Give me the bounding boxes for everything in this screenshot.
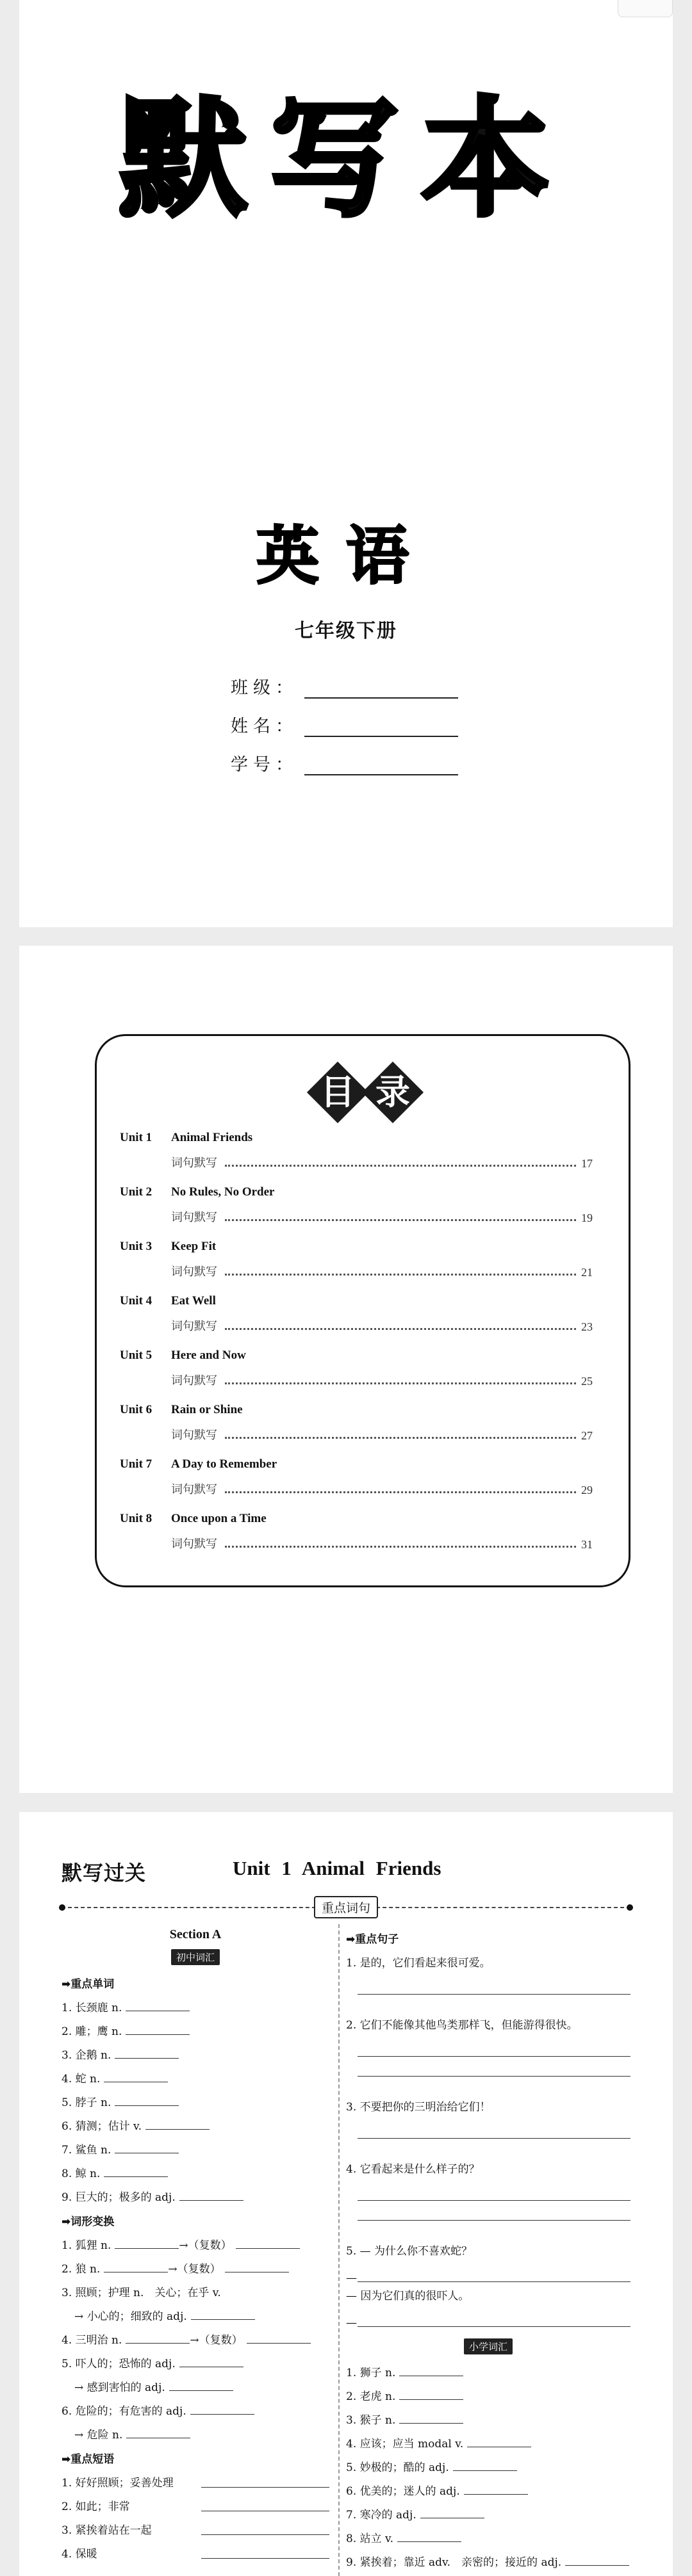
toc-unit-title: A Day to Remember	[171, 1457, 277, 1471]
word-item	[62, 2115, 329, 2139]
toc-heading	[97, 1062, 629, 1126]
answer-blank[interactable]	[420, 2505, 484, 2518]
toc-unit-title: Rain or Shine	[171, 1403, 243, 1416]
answer-blank[interactable]	[201, 2522, 329, 2535]
phrase-prompt: 3. 紧挨着站在一起	[62, 2524, 152, 2537]
class-field	[231, 674, 458, 699]
phrase-prompt: 2. 如此；非常	[62, 2500, 130, 2513]
answer-blank[interactable]	[126, 2425, 190, 2438]
word-prompt: 3. 企鹅 n.	[62, 2049, 111, 2062]
form-item	[62, 2305, 329, 2329]
primary-word-item	[346, 2409, 630, 2433]
worksheet-page	[19, 1812, 673, 2576]
sentence-prompt: 1. 是的，它们看起来很可爱。	[346, 1957, 491, 1970]
worksheet-label: 默写过关	[62, 1861, 147, 1885]
answer-line[interactable]	[358, 2181, 630, 2201]
primary-word-prompt: 7. 寒冷的 adj.	[346, 2509, 416, 2522]
answer-blank[interactable]	[104, 2069, 168, 2082]
word-item	[62, 2068, 329, 2091]
form-item	[62, 2329, 329, 2353]
dialog-question: 5. — 为什么你不喜欢蛇？	[346, 2245, 473, 2258]
band-dot-left	[59, 1904, 65, 1911]
form-plural-label: →（复数）	[190, 2334, 243, 2347]
form-prompt: → 危险 n.	[74, 2429, 123, 2442]
answer-blank[interactable]	[399, 2386, 463, 2400]
toc-page	[19, 946, 673, 1793]
worksheet-unit-title: Unit 1 Animal Friends	[233, 1857, 441, 1879]
toc-page-number: 27	[581, 1429, 593, 1442]
column-divider	[338, 1924, 340, 2576]
student-no-line	[304, 757, 458, 775]
sentence-prompt: 2. 它们不能像其他鸟类那样飞，但能游得很快。	[346, 2019, 578, 2032]
dialog-answer-line: —	[346, 2263, 630, 2285]
toc-subentry	[171, 1535, 593, 1551]
answer-blank[interactable]	[565, 2552, 629, 2566]
toc-list	[120, 1131, 593, 1566]
toc-entry[interactable]	[120, 1457, 593, 1512]
answer-blank[interactable]	[115, 2045, 179, 2059]
phrases-list	[62, 2472, 329, 2566]
answer-blank[interactable]	[169, 2378, 233, 2391]
form-item	[62, 2258, 329, 2281]
form-prompt: → 感到害怕的 adj.	[74, 2381, 165, 2394]
form-prompt: 5. 吓人的；恐怖的 adj.	[62, 2358, 176, 2370]
toc-leader-dots	[225, 1273, 576, 1276]
toc-subentry	[171, 1372, 593, 1388]
subject-title: 英语	[256, 519, 436, 593]
primary-word-prompt: 8. 站立 v.	[346, 2532, 394, 2545]
answer-blank[interactable]	[179, 2187, 243, 2201]
primary-word-prompt: 3. 猴子 n.	[346, 2414, 396, 2427]
primary-word-prompt: 6. 优美的；迷人的 adj.	[346, 2485, 460, 2498]
form-plural-label: →（复数）	[168, 2263, 221, 2276]
toc-unit-number: Unit 7	[120, 1457, 152, 1471]
word-item	[62, 2162, 329, 2186]
toc-subentry-label: 词句默写	[171, 1374, 217, 1388]
primary-word-item	[346, 2504, 630, 2527]
toc-page-number: 29	[581, 1484, 593, 1496]
toc-page-number: 23	[581, 1320, 593, 1333]
band-tag: 重点词句	[314, 1896, 378, 1918]
toc-leader-dots	[225, 1545, 576, 1548]
word-prompt: 7. 鲨鱼 n.	[62, 2144, 111, 2157]
toc-subentry-label: 词句默写	[171, 1483, 217, 1496]
word-prompt: 5. 脖子 n.	[62, 2096, 111, 2109]
toc-unit-title: Here and Now	[171, 1349, 246, 1362]
answer-line[interactable]	[358, 2057, 630, 2077]
section-tag: 初中词汇	[171, 1949, 220, 1965]
answer-line[interactable]	[358, 2037, 630, 2057]
spacer	[346, 2077, 630, 2096]
toc-entry[interactable]	[120, 1240, 593, 1294]
toc-heading-char-2: 录	[375, 1072, 410, 1112]
phrase-item	[62, 2519, 329, 2543]
toc-entry[interactable]	[120, 1403, 593, 1457]
primary-word-prompt: 9. 紧挨着；靠近 adv. 亲密的；接近的 adj.	[346, 2556, 562, 2569]
left-column	[62, 1927, 329, 2566]
answer-blank[interactable]	[399, 2410, 463, 2424]
toc-subentry	[171, 1263, 593, 1279]
toc-unit-number: Unit 5	[120, 1349, 152, 1362]
phrase-prompt: 4. 保暖	[62, 2548, 97, 2561]
toc-subentry-label: 词句默写	[171, 1429, 217, 1442]
sentence-prompt: 3. 不要把你的三明治给它们！	[346, 2101, 491, 2114]
toc-unit-number: Unit 3	[120, 1240, 152, 1253]
spacer	[346, 2139, 630, 2158]
phrase-item	[62, 2495, 329, 2519]
primary-list	[346, 2361, 630, 2575]
phrase-item	[62, 2472, 329, 2495]
toc-page-number: 25	[581, 1375, 593, 1388]
toc-unit-number: Unit 6	[120, 1403, 152, 1416]
forms-list	[62, 2234, 329, 2447]
sentence-item	[346, 2158, 630, 2240]
toc-entry[interactable]	[120, 1349, 593, 1403]
student-no-field	[231, 750, 458, 775]
word-prompt: 6. 猜测；估计 v.	[62, 2120, 142, 2133]
primary-word-item	[346, 2480, 630, 2504]
answer-blank[interactable]	[126, 2021, 190, 2035]
sentences-list	[346, 1952, 630, 2240]
forms-heading: ➡词形变换	[62, 2216, 115, 2228]
toc-subentry	[171, 1480, 593, 1497]
answer-blank[interactable]	[104, 2164, 168, 2177]
toc-unit-number: Unit 8	[120, 1512, 152, 1525]
name-label: 姓名：	[231, 717, 298, 736]
form-item	[62, 2424, 329, 2447]
primary-word-item	[346, 2385, 630, 2409]
toc-entry[interactable]	[120, 1512, 593, 1566]
answer-blank[interactable]	[201, 2498, 329, 2511]
primary-word-prompt: 2. 老虎 n.	[346, 2390, 396, 2403]
sentence-prompt: 4. 它看起来是什么样子的？	[346, 2163, 480, 2176]
toc-heading-char-1: 目	[320, 1072, 355, 1112]
corner-button[interactable]	[618, 0, 673, 17]
toc-unit-title: Eat Well	[171, 1294, 216, 1308]
answer-blank[interactable]	[236, 2235, 300, 2249]
section-title: Section A	[169, 1927, 222, 1941]
answer-line[interactable]	[358, 2201, 630, 2221]
dialog-sentence	[346, 2240, 630, 2329]
answer-blank[interactable]	[247, 2330, 311, 2344]
word-item	[62, 2186, 329, 2210]
word-item	[62, 2020, 329, 2044]
grade-label: 七年级下册	[295, 620, 397, 642]
answer-line[interactable]	[358, 2119, 630, 2139]
toc-subentry	[171, 1317, 593, 1334]
toc-leader-dots	[225, 1219, 576, 1221]
form-prompt: 4. 三明治 n.	[62, 2334, 122, 2347]
name-line	[304, 719, 458, 737]
answer-line[interactable]	[358, 1975, 630, 1995]
primary-word-prompt: 4. 应该；应当 modal v.	[346, 2438, 464, 2450]
toc-entry[interactable]	[120, 1185, 593, 1240]
toc-unit-title: No Rules, No Order	[171, 1185, 275, 1199]
name-field	[231, 712, 458, 737]
class-label: 班级：	[231, 678, 298, 698]
word-item	[62, 2091, 329, 2115]
form-item	[62, 2234, 329, 2258]
answer-blank[interactable]	[145, 2116, 210, 2130]
toc-subentry	[171, 1154, 593, 1171]
answer-blank[interactable]	[464, 2481, 528, 2495]
form-item	[62, 2376, 329, 2400]
toc-unit-number: Unit 2	[120, 1185, 152, 1199]
phrase-item	[62, 2543, 329, 2566]
toc-subentry-label: 词句默写	[171, 1211, 217, 1224]
primary-word-item	[346, 2527, 630, 2551]
sentences-heading: ➡重点句子	[346, 1933, 399, 1946]
word-item	[62, 1997, 329, 2020]
toc-subentry	[171, 1208, 593, 1225]
section-band	[62, 1901, 630, 1915]
answer-blank[interactable]	[453, 2458, 517, 2471]
form-plural-label: →（复数）	[179, 2239, 232, 2252]
answer-blank[interactable]	[397, 2529, 461, 2542]
class-line	[304, 681, 458, 699]
sentence-item	[346, 2014, 630, 2096]
toc-page-number: 21	[581, 1266, 593, 1279]
answer-blank[interactable]	[191, 2306, 255, 2320]
answer-blank[interactable]	[115, 2093, 179, 2106]
toc-subentry-label: 词句默写	[171, 1156, 217, 1170]
cover-title: 默写本	[119, 85, 573, 234]
answer-blank[interactable]	[201, 2545, 329, 2559]
form-prompt: 6. 危险的；有危害的 adj.	[62, 2405, 186, 2418]
form-prompt: → 小心的；细致的 adj.	[74, 2310, 187, 2323]
toc-unit-title: Keep Fit	[171, 1240, 217, 1253]
phrases-heading: ➡重点短语	[62, 2453, 115, 2466]
toc-subentry-label: 词句默写	[171, 1320, 217, 1333]
primary-word-item	[346, 2551, 630, 2575]
primary-tag: 小学词汇	[464, 2338, 513, 2354]
form-prompt: 2. 狼 n.	[62, 2263, 101, 2276]
answer-blank[interactable]	[225, 2259, 289, 2272]
word-prompt: 8. 鲸 n.	[62, 2167, 101, 2180]
student-no-label: 学号：	[231, 755, 298, 775]
toc-subentry-label: 词句默写	[171, 1265, 217, 1279]
word-prompt: 2. 雕；鹰 n.	[62, 2025, 122, 2038]
toc-unit-title: Once upon a Time	[171, 1512, 267, 1525]
toc-entry[interactable]	[120, 1294, 593, 1349]
word-item	[62, 2044, 329, 2068]
toc-leader-dots	[225, 1382, 576, 1384]
primary-word-item	[346, 2433, 630, 2456]
toc-entry[interactable]	[120, 1131, 593, 1185]
answer-blank[interactable]	[126, 2330, 190, 2344]
spacer	[346, 2221, 630, 2240]
answer-blank[interactable]	[179, 2354, 243, 2367]
toc-page-number: 17	[581, 1157, 593, 1170]
answer-blank[interactable]	[399, 2363, 463, 2376]
toc-subentry-label: 词句默写	[171, 1537, 217, 1551]
answer-blank[interactable]	[115, 2235, 179, 2249]
dialog-answer-line-2: —	[346, 2308, 630, 2329]
form-prompt: 3. 照顾；护理 n. 关心；在乎 v.	[62, 2287, 221, 2299]
toc-unit-title: Animal Friends	[171, 1131, 253, 1144]
words-list	[62, 1997, 329, 2210]
toc-leader-dots	[225, 1164, 576, 1167]
toc-leader-dots	[225, 1491, 576, 1493]
sentence-item	[346, 1952, 630, 2014]
word-prompt: 1. 长颈鹿 n.	[62, 2002, 122, 2014]
dialog-answer: — 因为它们真的很吓人。	[346, 2290, 470, 2303]
word-prompt: 4. 蛇 n.	[62, 2073, 101, 2086]
form-prompt: 1. 狐狸 n.	[62, 2239, 111, 2252]
toc-leader-dots	[225, 1327, 576, 1330]
answer-blank[interactable]	[126, 1998, 190, 2011]
toc-subentry	[171, 1426, 593, 1443]
right-column	[346, 1927, 630, 2575]
answer-blank[interactable]	[467, 2434, 531, 2447]
toc-unit-number: Unit 1	[120, 1131, 152, 1144]
toc-page-number: 19	[581, 1211, 593, 1224]
primary-word-prompt: 1. 狮子 n.	[346, 2367, 396, 2379]
toc-unit-number: Unit 4	[120, 1294, 152, 1308]
answer-blank[interactable]	[190, 2401, 254, 2415]
form-item	[62, 2281, 329, 2305]
toc-frame	[95, 1034, 630, 1587]
words-heading: ➡重点单词	[62, 1978, 115, 1991]
form-item	[62, 2353, 329, 2376]
word-prompt: 9. 巨大的；极多的 adj.	[62, 2191, 176, 2204]
primary-word-item	[346, 2456, 630, 2480]
answer-blank[interactable]	[201, 2474, 329, 2488]
toc-leader-dots	[225, 1436, 576, 1439]
primary-word-prompt: 5. 妙极的；酷的 adj.	[346, 2461, 449, 2474]
sentence-item	[346, 2096, 630, 2158]
phrase-prompt: 1. 好好照顾；妥善处理	[62, 2477, 174, 2490]
form-item	[62, 2400, 329, 2424]
answer-blank[interactable]	[115, 2140, 179, 2153]
band-dot-right	[627, 1904, 633, 1911]
answer-blank[interactable]	[104, 2259, 168, 2272]
cover-page	[19, 0, 673, 927]
primary-word-item	[346, 2361, 630, 2385]
word-item	[62, 2139, 329, 2162]
spacer	[346, 1995, 630, 2014]
toc-page-number: 31	[581, 1538, 593, 1551]
